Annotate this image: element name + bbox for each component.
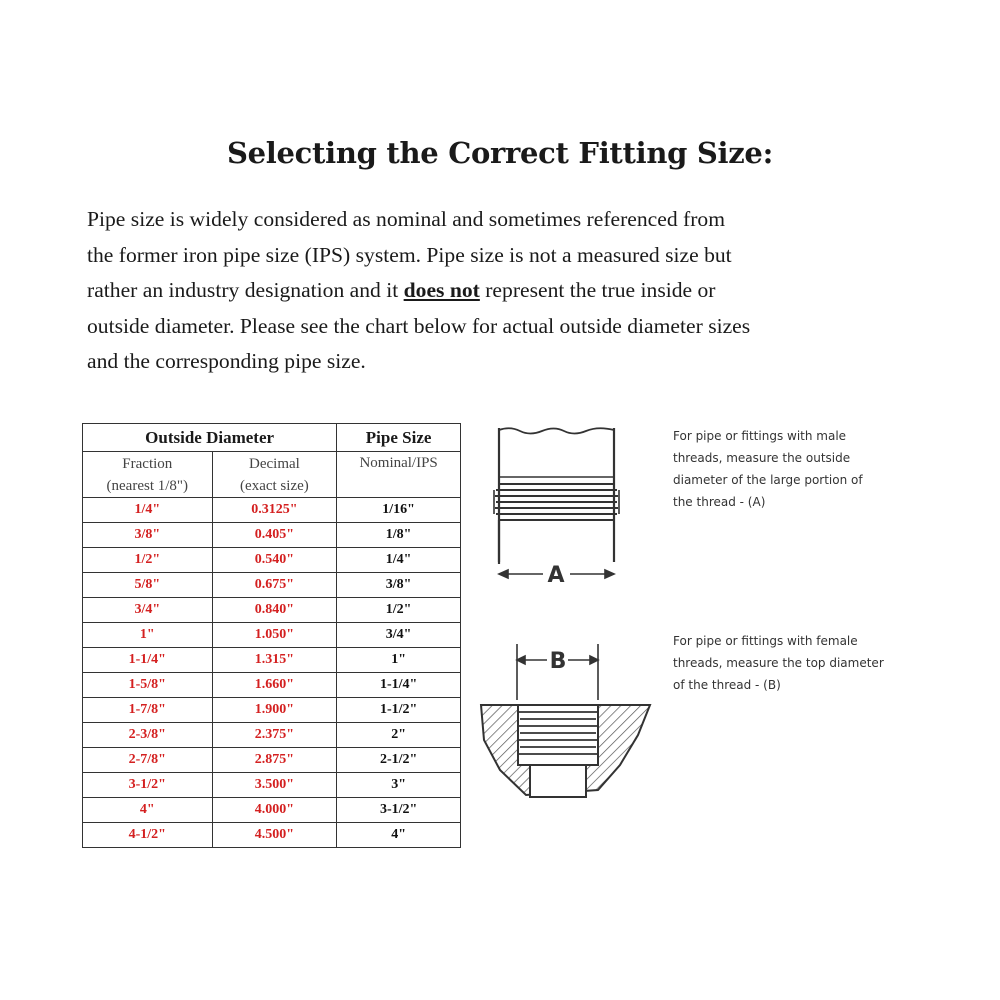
outside-diameter-header: Outside Diameter: [83, 424, 337, 452]
fraction-cell: 3/8": [83, 523, 213, 548]
intro-line-4: outside diameter. Please see the chart below for actual outside diameter sizes: [87, 313, 751, 338]
pipe-size-cell: 3": [337, 773, 461, 798]
table-row: [83, 748, 461, 773]
female-note-line-1: For pipe or fittings with female: [673, 634, 858, 648]
pipe-size-header: Pipe Size: [337, 424, 461, 452]
fraction-cell: 1-7/8": [83, 698, 213, 723]
fraction-cell: 2-3/8": [83, 723, 213, 748]
male-note-line-1: For pipe or fittings with male: [673, 429, 847, 443]
decimal-cell: 0.675": [212, 573, 337, 598]
pipe-size-cell: 2": [337, 723, 461, 748]
pipe-size-cell: 4": [337, 823, 461, 848]
table-row: [83, 723, 461, 748]
fraction-cell: 4": [83, 798, 213, 823]
female-note-line-3: of the thread - (B): [673, 678, 781, 692]
pipe-size-cell: 1/16": [337, 498, 461, 523]
decimal-cell: 2.875": [212, 748, 337, 773]
intro-line-5: and the corresponding pipe size.: [87, 349, 366, 373]
decimal-cell: 4.500": [212, 823, 337, 848]
intro-line-1: Pipe size is widely considered as nominal and sometimes referenced from: [87, 207, 726, 231]
decimal-cell: 1.900": [212, 698, 337, 723]
decimal-cell: 0.540": [212, 548, 337, 573]
fraction-cell: 1": [83, 623, 213, 648]
female-thread-note: [673, 630, 923, 696]
male-thread-note: [673, 425, 923, 513]
decimal-subheader: (exact size): [212, 476, 337, 498]
intro-line-3-end: represent the true inside or: [479, 278, 716, 302]
pipe-size-cell: 3/4": [337, 623, 461, 648]
fraction-cell: 5/8": [83, 573, 213, 598]
fraction-cell: 3/4": [83, 598, 213, 623]
fraction-cell: 1-1/4": [83, 648, 213, 673]
pipe-size-table: [82, 423, 461, 848]
pipe-size-cell: 1-1/2": [337, 698, 461, 723]
table-row: [83, 823, 461, 848]
decimal-cell: 4.000": [212, 798, 337, 823]
table-row: [83, 673, 461, 698]
male-note-line-3: diameter of the large portion of: [673, 473, 863, 487]
pipe-size-cell: 3-1/2": [337, 798, 461, 823]
table-row: [83, 498, 461, 523]
decimal-cell: 1.050": [212, 623, 337, 648]
fraction-cell: 3-1/2": [83, 773, 213, 798]
table-row: [83, 573, 461, 598]
fraction-cell: 1/4": [83, 498, 213, 523]
decimal-cell: 3.500": [212, 773, 337, 798]
female-note-line-2: threads, measure the top diameter: [673, 656, 884, 670]
page-title: Selecting the Correct Fitting Size:: [227, 136, 773, 170]
fraction-cell: 1/2": [83, 548, 213, 573]
decimal-cell: 1.660": [212, 673, 337, 698]
table-row: [83, 648, 461, 673]
intro-paragraph: [87, 202, 927, 380]
pipe-size-cell: 1/2": [337, 598, 461, 623]
intro-line-3-start: rather an industry designation and it: [87, 278, 404, 302]
male-thread-diagram: [490, 422, 625, 597]
table-row: [83, 598, 461, 623]
table-row: [83, 698, 461, 723]
table-row: [83, 548, 461, 573]
nominal-ips-header: Nominal/IPS: [337, 452, 461, 498]
fraction-cell: 1-5/8": [83, 673, 213, 698]
pipe-size-cell: 2-1/2": [337, 748, 461, 773]
table-row: [83, 798, 461, 823]
fraction-header: Fraction: [83, 452, 213, 477]
table-row: [83, 773, 461, 798]
decimal-cell: 2.375": [212, 723, 337, 748]
pipe-size-cell: 3/8": [337, 573, 461, 598]
intro-line-3: [87, 273, 927, 309]
decimal-header: Decimal: [212, 452, 337, 477]
female-thread-diagram: [478, 640, 658, 805]
fraction-cell: 2-7/8": [83, 748, 213, 773]
table-body: [83, 498, 461, 848]
label-b: B: [549, 649, 567, 674]
fraction-subheader: (nearest 1/8"): [83, 476, 213, 498]
male-note-line-4: the thread - (A): [673, 495, 766, 509]
fraction-cell: 4-1/2": [83, 823, 213, 848]
male-note-line-2: threads, measure the outside: [673, 451, 851, 465]
label-a: A: [547, 563, 565, 588]
decimal-cell: 0.3125": [212, 498, 337, 523]
pipe-size-cell: 1-1/4": [337, 673, 461, 698]
decimal-cell: 0.840": [212, 598, 337, 623]
does-not-emphasis: does not: [403, 278, 480, 302]
intro-line-2: the former iron pipe size (IPS) system. Pipe size is not a measured size but: [87, 242, 732, 267]
decimal-cell: 0.405": [212, 523, 337, 548]
pipe-size-cell: 1/8": [337, 523, 461, 548]
table-row: [83, 523, 461, 548]
pipe-size-cell: 1": [337, 648, 461, 673]
table-row: [83, 623, 461, 648]
decimal-cell: 1.315": [212, 648, 337, 673]
pipe-size-cell: 1/4": [337, 548, 461, 573]
